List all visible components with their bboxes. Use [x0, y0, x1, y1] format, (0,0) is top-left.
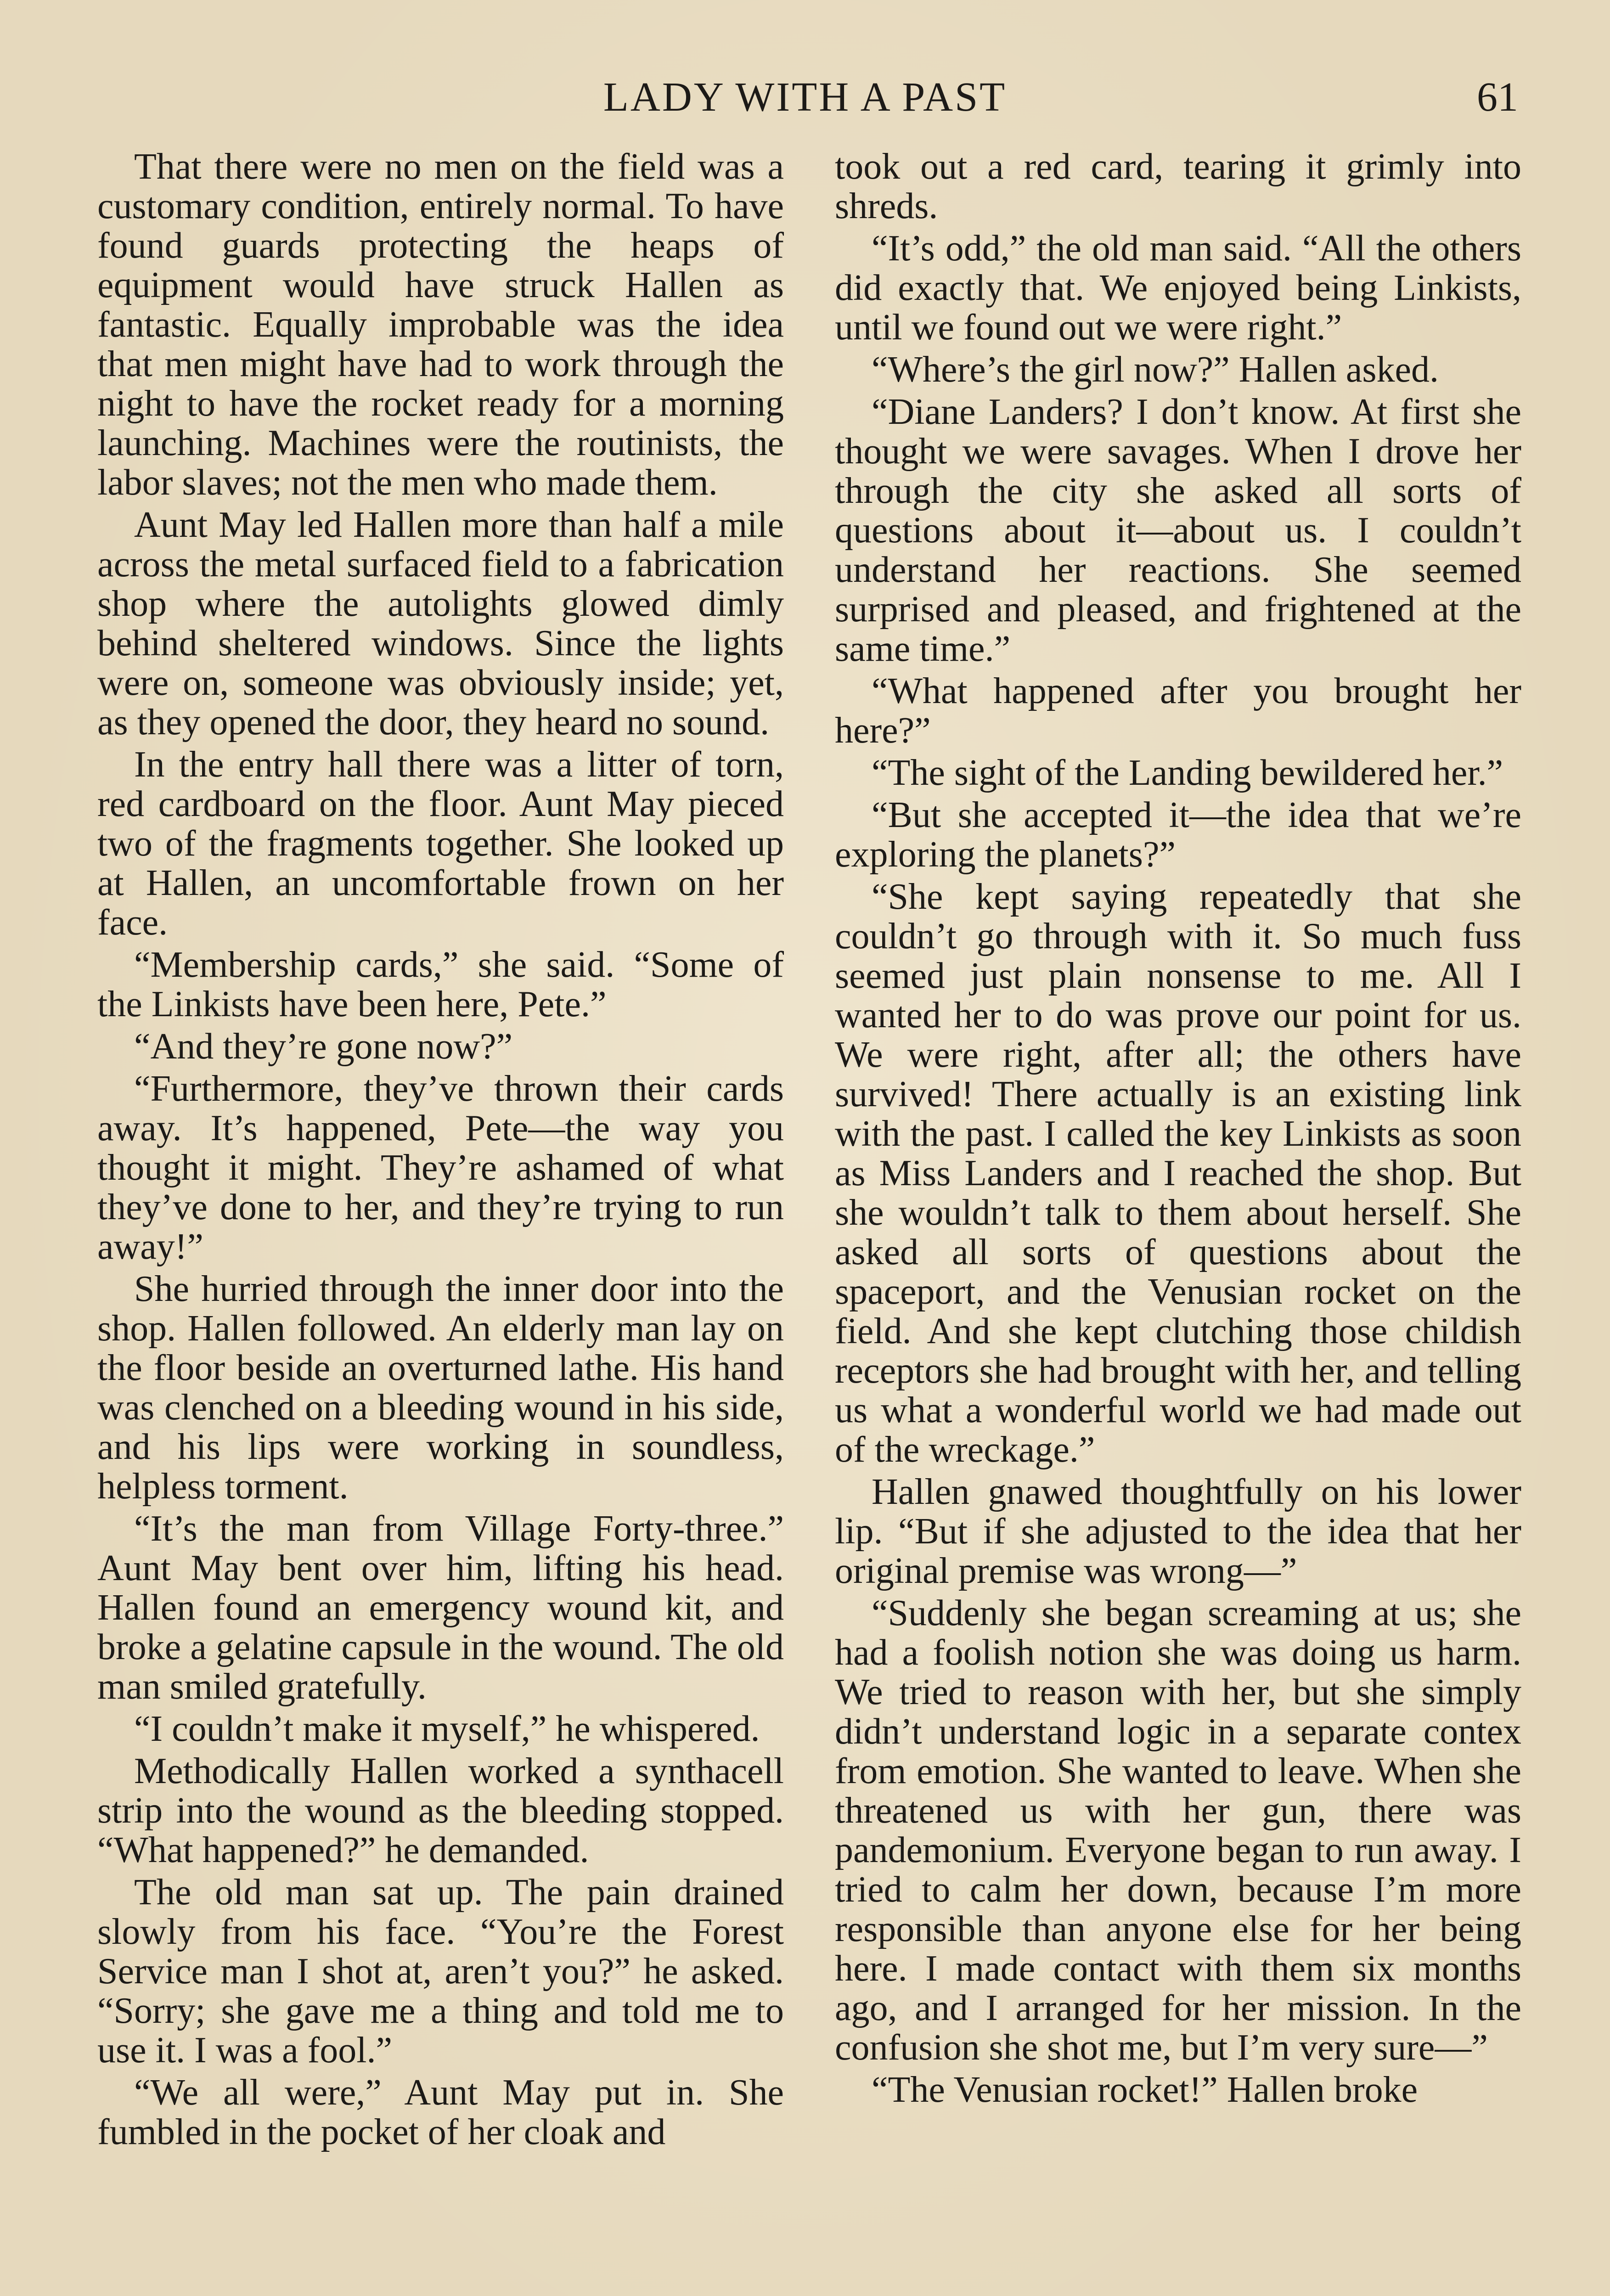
paragraph: In the entry hall there was a litter of torn, red cardboard on the floor. Aunt May pieced two of the fragments together. She looked up at Hallen, an uncomfortable frown on her face.: [97, 744, 784, 943]
paragraph: “And they’re gone now?”: [134, 1026, 513, 1067]
paragraph: She hurried through the inner door into the shop. Hallen followed. An elderly man lay on the floor beside an overturned lathe. His hand was clenched on a bleeding wound in his side, and his lips were working in soundless, helpless torment.: [97, 1269, 784, 1507]
paragraph: “Furthermore, they’ve thrown their cards away. It’s happened, Pete—the way you thought it might. They’re ashamed of what they’ve done to her, and they’re trying to run away!”: [97, 1069, 784, 1267]
paragraph: “I couldn’t make it myself,” he whispered.: [134, 1709, 760, 1749]
paragraph: Methodically Hallen worked a synthacell strip into the wound as the bleeding stopped. “What happened?” he demanded.: [97, 1751, 784, 1870]
paragraph: The old man sat up. The pain drained slowly from his face. “You’re the Forest Service man I shot at, aren’t you?” he asked. “Sorry; she gave me a thing and told me to use it. I was a fool.”: [97, 1872, 784, 2071]
paragraph: “It’s odd,” the old man said. “All the others did exactly that. We enjoyed being Linkists, until we found out we were right.”: [835, 228, 1521, 348]
paragraph: Hallen gnawed thoughtfully on his lower lip. “But if she adjusted to the idea that her original premise was wrong—”: [835, 1472, 1521, 1591]
paragraph: “What happened after you brought her here?”: [835, 671, 1521, 751]
paragraph: “Suddenly she began screaming at us; she had a foolish notion she was doing us harm. We tried to reason with her, but she simply didn’t understand logic in a separate contex from emotion. She wanted to leave. When she threatened us with her gun, there was pandemonium. Everyone began to run away. I tried to calm her down, because I’m more responsible than anyone else for her being here. I made contact with them six months ago, and I arranged for her mission. In the confusion she shot me, but I’m very sure—”: [835, 1593, 1521, 2068]
page-number: 61: [1477, 74, 1518, 120]
paragraph: Aunt May led Hallen more than half a mile across the metal surfaced field to a fabrication shop where the autolights glowed dimly behind sheltered windows. Since the lights were on, someone was obviously inside; yet, as they opened the door, they heard no sound.: [97, 505, 784, 743]
page-header: [92, 69, 1518, 124]
paragraph: “Diane Landers? I don’t know. At first she thought we were savages. When I drove her through the city she asked all sorts of questions about it—about us. I couldn’t understand her reactions. She seemed surprised and pleased, and frightened at the same time.”: [835, 392, 1521, 669]
left-column: [97, 147, 784, 2155]
paragraph: “The Venusian rocket!” Hallen broke: [872, 2070, 1418, 2110]
paragraph: “Membership cards,” she said. “Some of the Linkists have been here, Pete.”: [97, 945, 784, 1024]
paragraph: “We all were,” Aunt May put in. She fumbled in the pocket of her cloak and: [97, 2072, 784, 2152]
paragraph: “But she accepted it—the idea that we’re exploring the planets?”: [835, 795, 1521, 875]
paragraph: That there were no men on the field was a customary condition, entirely normal. To have found guards protecting the heaps of equipment would have struck Hallen as fantastic. Equally improbable was the idea that men might have had to work through the night to have the rocket ready for a morning launching. Machines were the routinists, the labor slaves; not the men who made them.: [97, 146, 784, 503]
paragraph: “Where’s the girl now?” Hallen asked.: [872, 349, 1439, 390]
right-column: [835, 147, 1521, 2112]
running-title: LADY WITH A PAST: [603, 74, 1007, 120]
paragraph-continued: took out a red card, tearing it grimly into shreds.: [835, 146, 1521, 226]
paragraph: “The sight of the Landing bewildered her.”: [872, 753, 1503, 793]
paragraph: “It’s the man from Village Forty-three.” Aunt May bent over him, lifting his head. Hallen found an emergency wound kit, and broke a gelatine capsule in the wound. The old man smiled gratefully.: [97, 1508, 784, 1707]
paragraph: “She kept saying repeatedly that she couldn’t go through with it. So much fuss seemed just plain nonsense to me. All I wanted her to do was prove our point for us. We were right, after all; the others have survived! There actually is an existing link with the past. I called the key Linkists as soon as Miss Landers and I reached the shop. But she wouldn’t talk to them about herself. She asked all sorts of questions about the spaceport, and the Venusian rocket on the field. And she kept clutching those childish receptors she had brought with her, and telling us what a wonderful world we had made out of the wreckage.”: [835, 877, 1521, 1470]
